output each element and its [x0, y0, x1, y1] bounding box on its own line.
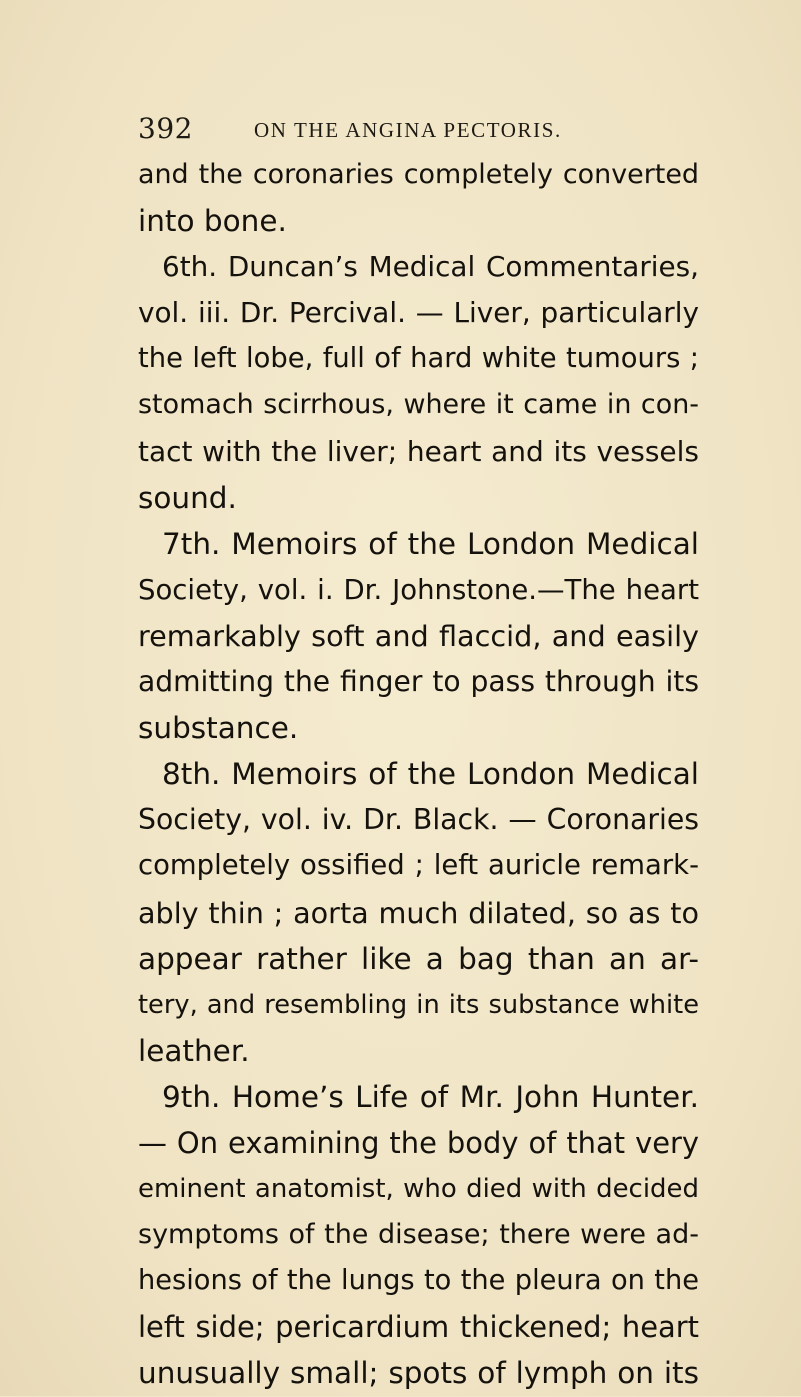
text-line: ably thin ; aorta much dilated, so as to [138, 895, 699, 930]
text-line: sound. [138, 480, 237, 515]
text-line: 9th. Home’s Life of Mr. John Hunter. [162, 1079, 699, 1114]
text-line: tact with the liver; heart and its vessels [138, 434, 699, 468]
text-line: eminent anatomist, who died with decided [138, 1174, 699, 1205]
text-line: unusually small; spots of lymph on its [138, 1356, 699, 1391]
text-line: symptoms of the disease; there were ad- [138, 1219, 699, 1251]
text-line: — On examining the body of that very [138, 1125, 699, 1160]
text-line: Society, vol. iv. Dr. Black. — Coronaries [138, 803, 699, 837]
text-line: remarkably soft and flaccid, and easily [138, 618, 699, 653]
text-line: completely ossified ; left auricle remark- [138, 850, 699, 882]
text-line: 8th. Memoirs of the London Medical [162, 757, 699, 792]
text-line: hesions of the lungs to the pleura on the [138, 1265, 699, 1297]
text-line: stomach scirrhous, where it came in con- [138, 389, 699, 421]
text-line: admitting the finger to pass through its [138, 665, 699, 699]
page-header [138, 112, 698, 152]
text-line: substance. [138, 711, 299, 746]
text-line: 6th. Duncan’s Medical Commentaries, [162, 250, 699, 284]
text-line: Society, vol. i. Dr. Johnstone.—The heart [138, 573, 699, 606]
running-head: ON THE ANGINA PECTORIS. [254, 118, 562, 142]
text-line: the left lobe, full of hard white tumours ; [138, 343, 699, 375]
text-line: vol. iii. Dr. Percival. — Liver, particularly [138, 296, 699, 330]
text-line: appear rather like a bag than an ar- [138, 941, 699, 976]
text-line: 7th. Memoirs of the London Medical [162, 526, 699, 561]
text-line: tery, and resembling in its substance white [138, 989, 699, 1020]
body-text [138, 152, 699, 1397]
page-number: 392 [138, 112, 193, 145]
text-line: and the coronaries completely converted [138, 159, 699, 190]
text-line: left side; pericardium thickened; heart [138, 1310, 699, 1345]
text-line: leather. [138, 1033, 250, 1068]
text-line: into bone. [138, 204, 287, 239]
